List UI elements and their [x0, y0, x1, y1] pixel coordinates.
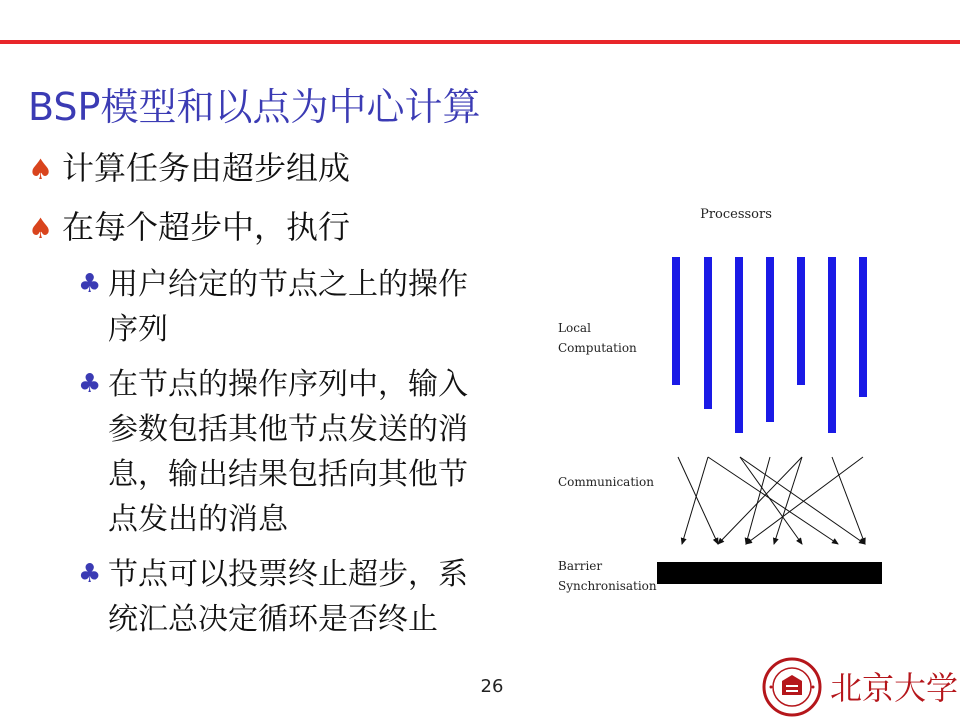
sub-bullet-line: 用户给定的节点之上的操作	[108, 267, 468, 302]
spade-icon: ♠	[28, 153, 54, 186]
message-arrow	[678, 457, 718, 544]
slide-title: BSP模型和以点为中心计算	[28, 85, 481, 129]
club-icon: ♣	[78, 369, 102, 399]
sub-bullet-line: 序列	[108, 312, 168, 347]
processors-label: Processors	[700, 207, 772, 222]
local-computation-label: Computation	[558, 341, 637, 355]
message-arrow	[718, 457, 802, 544]
sub-bullet-line: 点发出的消息	[108, 502, 288, 537]
university-logo	[760, 655, 960, 719]
club-icon: ♣	[78, 559, 102, 589]
processor-bar	[859, 257, 867, 397]
sub-bullet-line: 息，输出结果包括向其他节	[108, 457, 468, 492]
barrier-label: Barrier	[558, 559, 603, 573]
sub-bullet-line: 参数包括其他节点发送的消	[108, 412, 468, 447]
processor-bar	[828, 257, 836, 433]
spade-icon: ♠	[28, 212, 54, 245]
communication-arrows	[678, 457, 865, 544]
bullet-text: 在每个超步中，执行	[62, 208, 351, 246]
barrier-label: Synchronisation	[558, 579, 657, 593]
bullet-text: 计算任务由超步组成	[62, 149, 351, 187]
university-name: 北京大学	[830, 669, 959, 707]
sub-bullet-item	[78, 262, 538, 352]
bullet-item	[28, 148, 350, 190]
message-arrow	[682, 457, 708, 544]
message-arrow	[708, 457, 838, 544]
processor-bars	[672, 257, 867, 433]
top-accent-rule	[0, 40, 960, 44]
sub-bullet-line: 统汇总决定循环是否终止	[108, 602, 438, 637]
bullet-item	[28, 207, 350, 249]
club-icon: ♣	[78, 269, 102, 299]
bsp-diagram	[550, 195, 895, 595]
local-computation-label: Local	[558, 321, 591, 335]
barrier-bar	[657, 562, 882, 584]
processor-bar	[797, 257, 805, 385]
sub-bullet-item	[78, 552, 538, 642]
page-number: 26	[480, 676, 504, 697]
sub-bullet-line: 在节点的操作序列中，输入	[108, 367, 468, 402]
message-arrow	[832, 457, 865, 544]
communication-label: Communication	[558, 475, 654, 489]
processor-bar	[766, 257, 774, 422]
processor-bar	[735, 257, 743, 433]
sub-bullet-line: 节点可以投票终止超步，系	[108, 557, 468, 592]
sub-bullet-item	[78, 362, 538, 542]
processor-bar	[672, 257, 680, 385]
university-seal-icon	[764, 659, 820, 715]
message-arrow	[774, 457, 802, 544]
processor-bar	[704, 257, 712, 409]
